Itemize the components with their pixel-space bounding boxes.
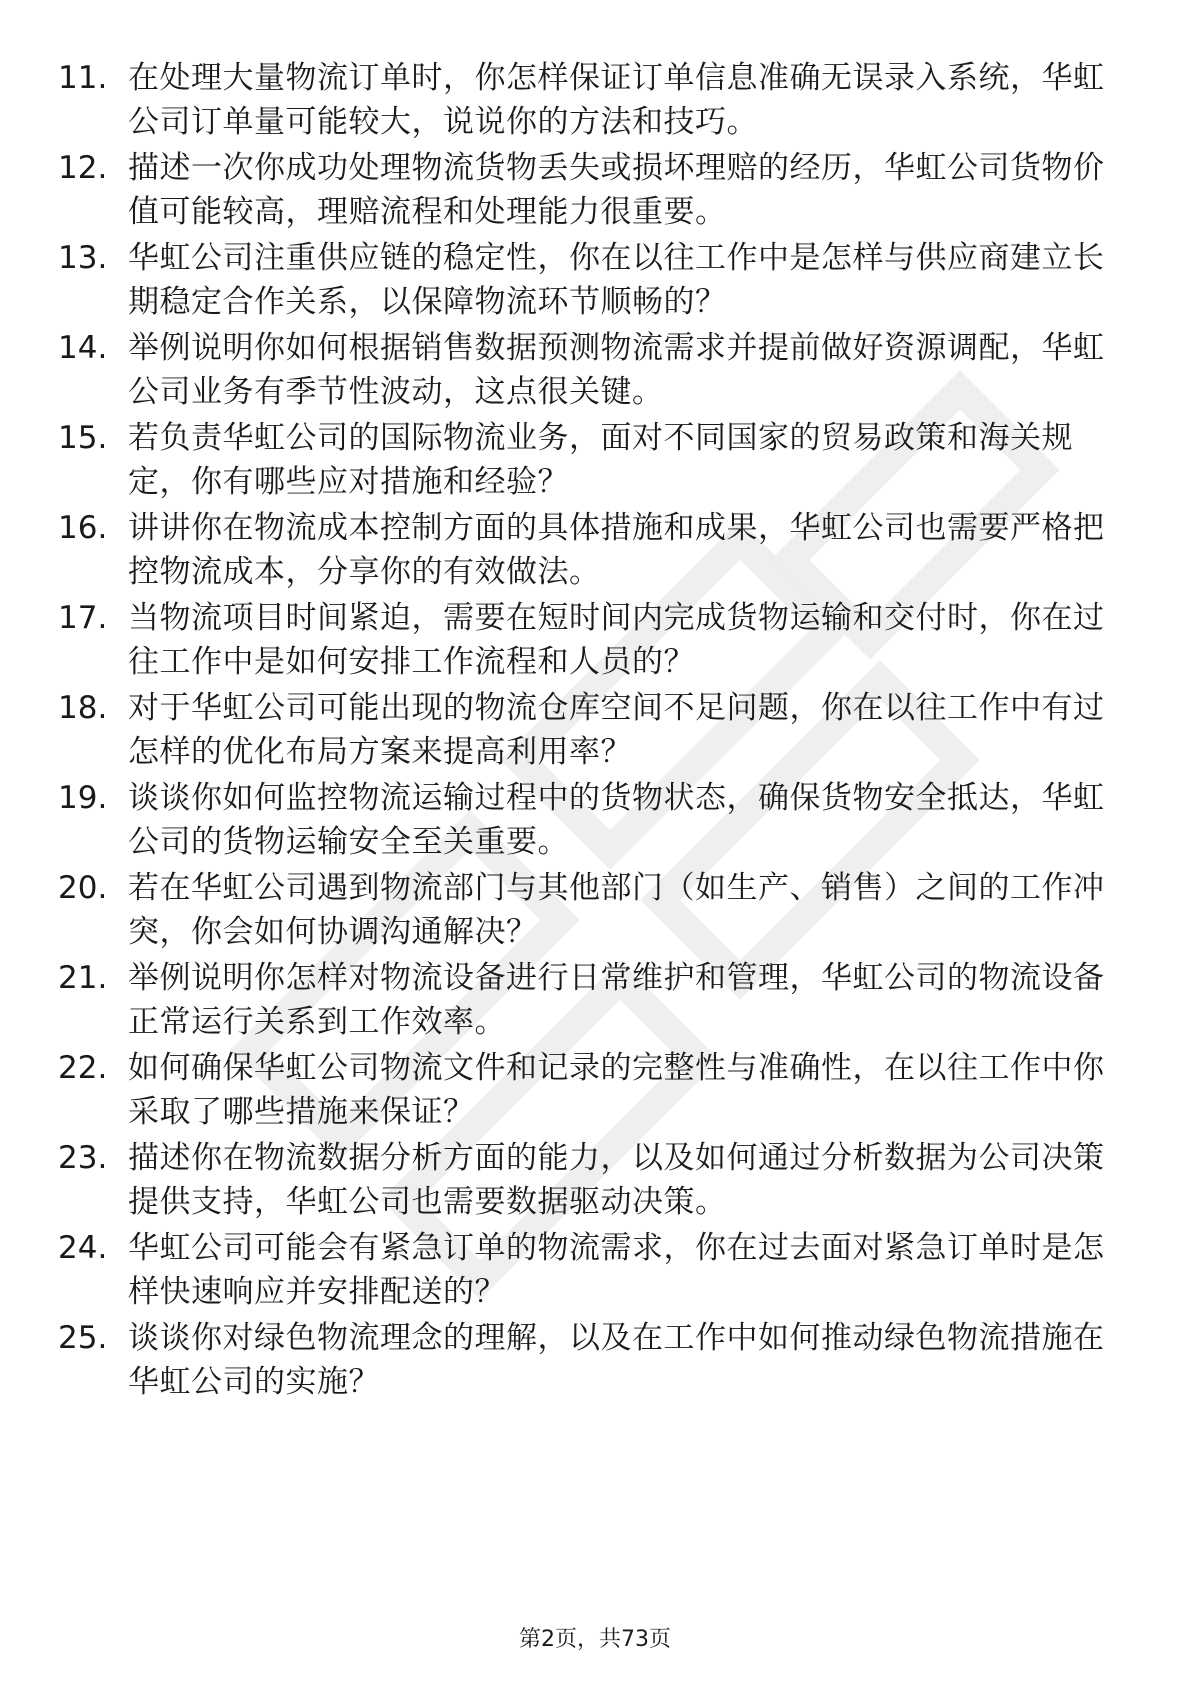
question-item [0,48,1190,138]
question-item [0,1218,1190,1308]
question-text: 在处理大量物流订单时，你怎样保证订单信息准确无误录入系统，华虹公司订单量可能较大，说说你的方法和技巧。 [128,60,1105,140]
question-text: 华虹公司可能会有紧急订单的物流需求，你在过去面对紧急订单时是怎样快速响应并安排配送的？ [128,1230,1105,1310]
question-number: 17. [58,600,108,636]
question-number: 15. [58,420,108,456]
question-number: 14. [58,330,108,366]
question-number: 13. [58,240,108,276]
question-item [0,588,1190,678]
question-number: 16. [58,510,108,546]
question-text: 如何确保华虹公司物流文件和记录的完整性与准确性，在以往工作中你采取了哪些措施来保证？ [128,1050,1105,1130]
question-text: 描述你在物流数据分析方面的能力，以及如何通过分析数据为公司决策提供支持，华虹公司也需要数据驱动决策。 [128,1140,1105,1220]
question-item [0,408,1190,498]
question-text: 举例说明你怎样对物流设备进行日常维护和管理，华虹公司的物流设备正常运行关系到工作效率。 [128,960,1105,1040]
question-number: 22. [58,1050,108,1086]
question-text: 若在华虹公司遇到物流部门与其他部门（如生产、销售）之间的工作冲突，你会如何协调沟通解决？ [128,870,1105,950]
question-text: 讲讲你在物流成本控制方面的具体措施和成果，华虹公司也需要严格把控物流成本，分享你的有效做法。 [128,510,1105,590]
question-item [0,498,1190,588]
question-text: 当物流项目时间紧迫，需要在短时间内完成货物运输和交付时，你在过往工作中是如何安排工作流程和人员的？ [128,600,1105,680]
question-list [0,48,1190,1398]
question-item [0,768,1190,858]
question-item [0,1128,1190,1218]
question-text: 举例说明你如何根据销售数据预测物流需求并提前做好资源调配，华虹公司业务有季节性波动，这点很关键。 [128,330,1105,410]
question-number: 21. [58,960,108,996]
question-item [0,228,1190,318]
question-item [0,678,1190,768]
question-number: 24. [58,1230,108,1266]
question-item [0,948,1190,1038]
question-number: 18. [58,690,108,726]
question-item [0,318,1190,408]
question-number: 11. [58,60,108,96]
question-text: 谈谈你如何监控物流运输过程中的货物状态，确保货物安全抵达，华虹公司的货物运输安全至关重要。 [128,780,1105,860]
question-number: 25. [58,1320,108,1356]
question-text: 谈谈你对绿色物流理念的理解，以及在工作中如何推动绿色物流措施在华虹公司的实施？ [128,1320,1105,1400]
question-number: 12. [58,150,108,186]
page-footer [0,1625,1190,1655]
question-text: 华虹公司注重供应链的稳定性，你在以往工作中是怎样与供应商建立长期稳定合作关系，以保障物流环节顺畅的？ [128,240,1105,320]
question-number: 19. [58,780,108,816]
question-text: 若负责华虹公司的国际物流业务，面对不同国家的贸易政策和海关规定，你有哪些应对措施和经验？ [128,420,1073,500]
page-number-label: 第2页，共73页 [519,1627,671,1652]
question-item [0,138,1190,228]
question-number: 23. [58,1140,108,1176]
question-number: 20. [58,870,108,906]
question-text: 描述一次你成功处理物流货物丢失或损坏理赔的经历，华虹公司货物价值可能较高，理赔流程和处理能力很重要。 [128,150,1105,230]
question-text: 对于华虹公司可能出现的物流仓库空间不足问题，你在以往工作中有过怎样的优化布局方案来提高利用率？ [128,690,1105,770]
question-item [0,858,1190,948]
question-item [0,1038,1190,1128]
question-item [0,1308,1190,1398]
